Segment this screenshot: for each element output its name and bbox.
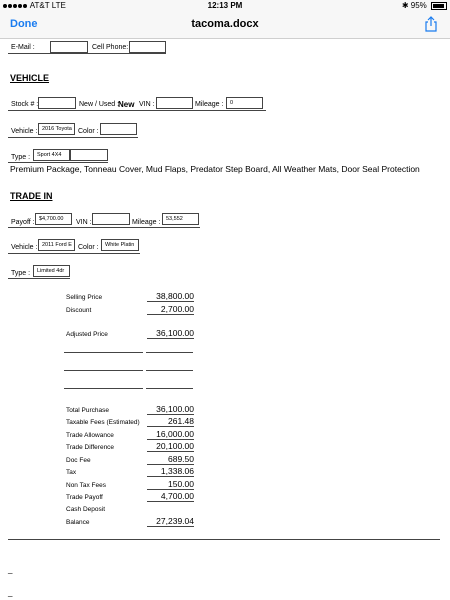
discount-row [66, 304, 194, 316]
status-time: 12:13 PM [207, 1, 243, 10]
vehicle-label: Vehicle : [11, 128, 38, 135]
footer-mark: _ [8, 565, 13, 574]
cell-phone-label: Cell Phone: [92, 44, 129, 51]
cell-phone-field[interactable] [129, 41, 166, 53]
blank-line [146, 352, 193, 353]
blank-line [64, 370, 143, 371]
trade-color-field[interactable]: White Platin [101, 239, 139, 251]
row-label: Trade Difference [66, 444, 115, 451]
row-label: Cash Deposit [66, 506, 106, 513]
row-label: Total Purchase [66, 407, 109, 414]
adjusted-price-row [66, 328, 194, 340]
discount-value: 2,700.00 [147, 304, 194, 315]
contact-underline [8, 53, 166, 54]
stock-row-underline [8, 110, 266, 111]
stock-label: Stock # : [11, 101, 39, 108]
trade-mileage-label: Mileage : [132, 219, 161, 226]
tax-row [66, 466, 194, 478]
taxable-fees-row [66, 416, 194, 428]
color-field[interactable] [100, 123, 137, 135]
document-title: tacoma.docx [191, 18, 259, 30]
nav-bar [0, 12, 450, 39]
row-label: Trade Payoff [66, 494, 103, 501]
balance-row [66, 516, 194, 528]
row-label: Balance [66, 519, 90, 526]
share-icon[interactable] [424, 16, 438, 32]
row-value: 261.48 [147, 416, 194, 427]
section-divider [8, 539, 440, 540]
vehicle-field[interactable]: 2016 Toyota [38, 123, 75, 135]
blank-line [146, 388, 193, 389]
trade-type-row-underline [8, 278, 70, 279]
trade-payoff-row [66, 491, 194, 503]
stock-field[interactable] [38, 97, 76, 109]
trade-type-label: Type : [11, 270, 31, 277]
adjusted-price-value: 36,100.00 [147, 328, 194, 339]
mileage-field[interactable]: 0 [226, 97, 263, 109]
row-value: 27,239.04 [147, 516, 194, 527]
row-label: Tax [66, 469, 77, 476]
battery-info [402, 1, 447, 10]
trade-type-field[interactable]: Limited 4dr [33, 265, 70, 277]
type-field[interactable]: Sport 4X4 [33, 149, 70, 161]
vin-label: VIN : [139, 101, 155, 108]
battery-percent: 95% [410, 1, 427, 10]
non-tax-fees-row [66, 479, 194, 491]
trade-mileage-field[interactable]: 53,552 [162, 213, 199, 225]
done-button[interactable]: Done [10, 18, 38, 30]
payoff-field[interactable]: $4,700.00 [35, 213, 72, 225]
vin-field[interactable] [156, 97, 193, 109]
selling-price-row [66, 291, 194, 303]
package-description: Premium Package, Tonneau Cover, Mud Flaps, Predator Step Board, All Weather Mats, Door Seal Protection [10, 164, 420, 174]
total-purchase-row [66, 404, 194, 416]
payoff-row-underline [8, 227, 200, 228]
trade-difference-row [66, 441, 194, 453]
status-bar [0, 0, 450, 12]
type-field-extra[interactable] [70, 149, 108, 161]
row-value: 689.50 [147, 454, 194, 465]
row-label: Doc Fee [66, 457, 91, 464]
row-value: 20,100.00 [147, 441, 194, 452]
row-label: Trade Allowance [66, 432, 114, 439]
cash-deposit-row [66, 503, 194, 515]
type-row-underline [8, 162, 108, 163]
selling-price-value: 38,800.00 [147, 291, 194, 302]
trade-vehicle-field[interactable]: 2011 Ford E [38, 239, 75, 251]
vehicle-heading: VEHICLE [10, 73, 50, 83]
battery-icon [431, 2, 447, 10]
vehicle-row-underline [8, 137, 138, 138]
row-value: 4,700.00 [147, 491, 194, 502]
mileage-label: Mileage : [195, 101, 224, 108]
row-value: 1,338.06 [147, 466, 194, 477]
selling-price-label: Selling Price [66, 294, 103, 301]
trade-vin-label: VIN : [76, 219, 92, 226]
blank-line [64, 388, 143, 389]
discount-label: Discount [66, 307, 92, 314]
new-used-label: New / Used : [79, 101, 120, 108]
row-value: 36,100.00 [147, 404, 194, 415]
color-label: Color : [78, 128, 99, 135]
row-value: 16,000.00 [147, 429, 194, 440]
bluetooth-icon: ✱ [401, 1, 409, 10]
trade-color-label: Color : [78, 244, 99, 251]
email-label: E-Mail : [11, 44, 35, 51]
blank-line [64, 352, 143, 353]
email-field[interactable] [50, 41, 88, 53]
blank-line [146, 370, 193, 371]
payoff-label: Payoff : [11, 219, 35, 226]
row-value: 150.00 [147, 479, 194, 490]
row-label: Taxable Fees (Estimated) [66, 419, 140, 426]
doc-fee-row [66, 454, 194, 466]
trade-allowance-row [66, 429, 194, 441]
trade-vin-field[interactable] [92, 213, 130, 225]
network-type: LTE [51, 1, 66, 10]
trade-vehicle-row-underline [8, 253, 140, 254]
trade-vehicle-label: Vehicle : [11, 244, 38, 251]
adjusted-price-label: Adjusted Price [66, 331, 108, 338]
row-label: Non Tax Fees [66, 482, 106, 489]
trade-in-heading: TRADE IN [10, 191, 53, 201]
carrier-name: AT&T [29, 1, 50, 10]
footer-mark: _ [8, 588, 13, 597]
new-used-value: New [118, 100, 135, 109]
type-label: Type : [11, 154, 31, 161]
